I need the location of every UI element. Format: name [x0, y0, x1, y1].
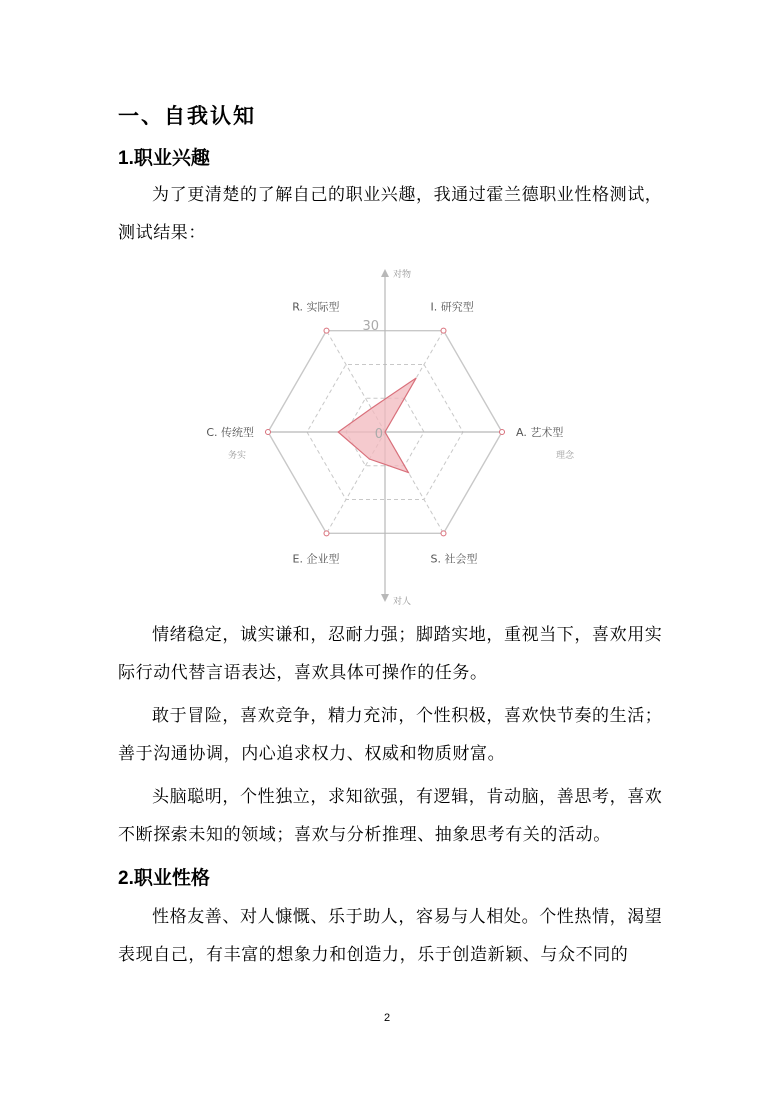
axis-label: E. 企业型 — [292, 552, 340, 566]
orientation-bottom: 对人 — [393, 597, 412, 607]
vertex-marker — [266, 430, 271, 435]
vertex-marker — [441, 328, 446, 333]
section-title: 一、自我认知 — [118, 103, 256, 128]
radar-data-area — [338, 378, 416, 473]
page-number: 2 — [383, 1012, 391, 1024]
holland-radar-chart — [190, 262, 590, 612]
paragraph-investigative: 头脑聪明，个性独立，求知欲强，有逻辑，肯动脑，善思考，喜欢不断探索未知的领域；喜欢与分析推理、抽象思考有关的活动。 — [118, 787, 663, 845]
axis-label: S. 社会型 — [430, 552, 478, 566]
subsection-title-personality: 2.职业性格 — [118, 868, 210, 889]
orientation-right: 理念 — [555, 451, 575, 461]
subsection-title-interest: 1.职业兴趣 — [118, 148, 210, 169]
orientation-top: 对物 — [393, 270, 412, 280]
paragraph-realistic: 情绪稳定，诚实谦和，忍耐力强；脚踏实地，重视当下，喜欢用实际行动代替言语表达，喜欢具体可操作的任务。 — [118, 625, 663, 683]
orientation-left: 务实 — [227, 451, 247, 461]
scale-max-label: 30 — [362, 319, 379, 334]
vertex-marker — [324, 328, 329, 333]
paragraph-enterprising: 敢于冒险，喜欢竞争，精力充沛，个性积极，喜欢快节奏的生活；善于沟通协调，内心追求权力、权威和物质财富。 — [118, 706, 663, 764]
axis-label: C. 传统型 — [206, 426, 254, 439]
vertex-marker — [441, 531, 446, 536]
scale-min-label: 0 — [374, 427, 383, 442]
axis-label: R. 实际型 — [292, 300, 340, 314]
intro-paragraph: 为了更清楚的了解自己的职业兴趣，我通过霍兰德职业性格测试，测试结果： — [118, 185, 663, 243]
arrow-up-icon — [381, 269, 389, 277]
arrow-down-icon — [381, 594, 389, 602]
vertex-marker — [324, 531, 329, 536]
axis-label: A. 艺术型 — [516, 426, 564, 439]
axis-label: I. 研究型 — [430, 300, 474, 314]
paragraph-personality: 性格友善、对人慷慨、乐于助人，容易与人相处。个性热情，渴望表现自己，有丰富的想象力和创造力，乐于创造新颖、与众不同的 — [118, 907, 663, 965]
vertex-marker — [500, 430, 505, 435]
